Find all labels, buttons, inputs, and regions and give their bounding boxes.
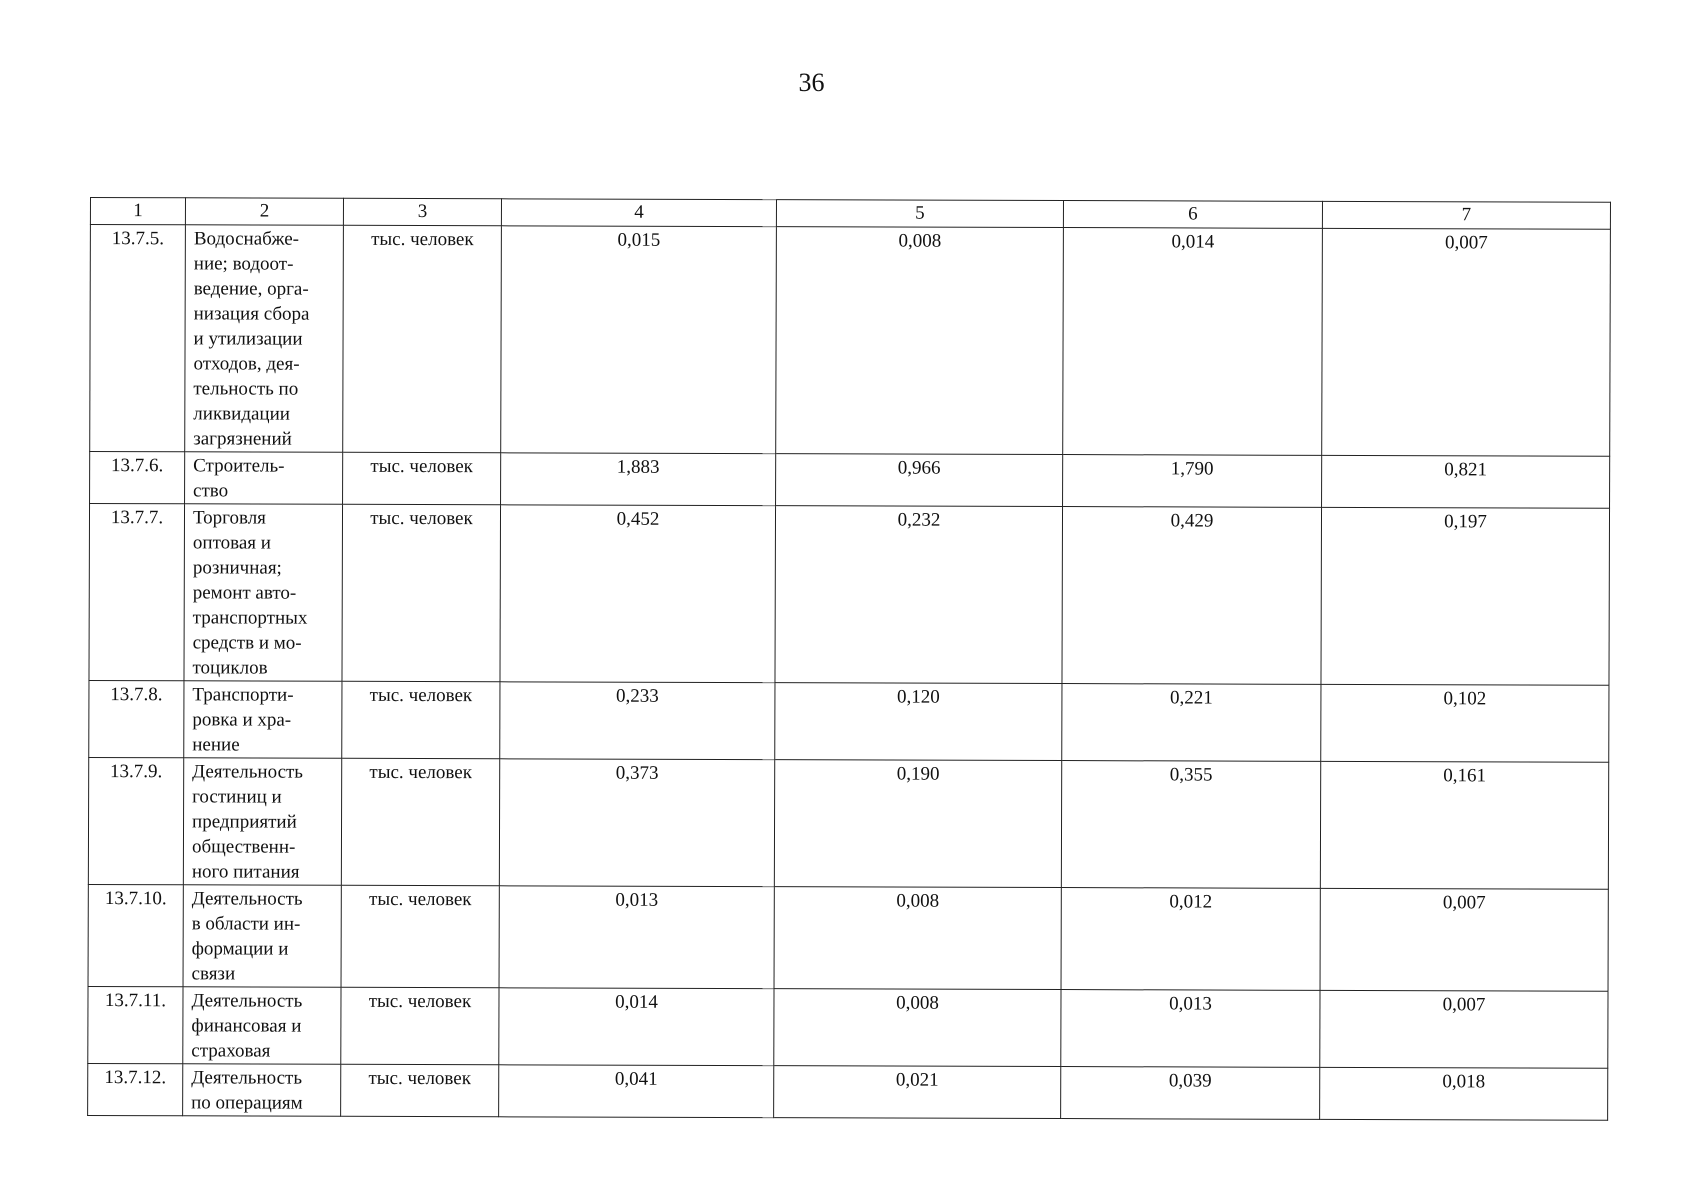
table-row — [90, 225, 1611, 457]
row-value-col-7: 0,007 — [1320, 888, 1608, 991]
row-value-col-5: 0,008 — [776, 227, 1064, 455]
row-value-col-7: 0,821 — [1322, 455, 1610, 508]
table-row — [88, 986, 1608, 1068]
row-value-col-6: 0,013 — [1061, 990, 1320, 1068]
row-value-col-5: 0,120 — [775, 683, 1062, 761]
row-unit: тыс. человек — [341, 758, 499, 885]
row-value-col-7: 0,018 — [1320, 1067, 1608, 1120]
row-name-line: предприятий — [192, 811, 297, 833]
row-name-line: Водоснабже- — [193, 228, 300, 250]
row-name-line: страховая — [191, 1040, 271, 1062]
row-code: 13.7.12. — [88, 1063, 183, 1115]
row-name-line: Деятельность — [191, 990, 303, 1012]
row-name-line: транспортных — [192, 607, 308, 629]
row-value-col-4: 0,233 — [500, 682, 775, 760]
row-name-line: в области ин- — [191, 913, 301, 935]
row-value-col-5: 0,966 — [776, 454, 1063, 507]
row-value-col-4: 0,015 — [501, 226, 777, 454]
row-name-line: финансовая и — [191, 1015, 302, 1037]
row-name-line: отходов, дея- — [193, 353, 300, 375]
row-name-line: по операциям — [191, 1092, 303, 1114]
row-value-col-6: 0,039 — [1061, 1067, 1320, 1120]
row-value-col-6: 0,429 — [1062, 507, 1322, 685]
column-number: 4 — [501, 199, 776, 227]
column-number: 5 — [776, 200, 1063, 228]
table-row — [89, 680, 1609, 762]
table-row — [88, 1063, 1608, 1120]
table-row — [88, 757, 1608, 889]
row-value-col-4: 0,013 — [499, 886, 774, 989]
row-name — [185, 225, 344, 452]
row-name-line: Строитель- — [193, 455, 285, 477]
table-row — [90, 452, 1610, 509]
row-value-col-6: 0,355 — [1061, 761, 1320, 889]
row-code: 13.7.11. — [88, 986, 183, 1063]
column-number: 3 — [343, 198, 501, 225]
row-code: 13.7.6. — [90, 452, 185, 504]
row-value-col-6: 0,012 — [1061, 888, 1320, 991]
row-name-line: ведение, орга- — [193, 278, 309, 300]
statistics-table-container — [87, 197, 1610, 1121]
row-code: 13.7.8. — [89, 680, 184, 757]
row-name-line: Деятельность — [191, 888, 303, 910]
row-unit: тыс. человек — [341, 1064, 499, 1116]
row-value-col-4: 0,014 — [499, 988, 774, 1066]
row-name-line: средств и мо- — [192, 632, 302, 654]
row-unit: тыс. человек — [343, 225, 502, 452]
row-value-col-6: 1,790 — [1063, 455, 1322, 508]
row-value-col-4: 0,452 — [500, 505, 776, 683]
row-name-line: ликвидации — [193, 403, 290, 425]
row-unit: тыс. человек — [342, 504, 501, 681]
row-unit: тыс. человек — [341, 987, 499, 1064]
row-unit: тыс. человек — [341, 885, 499, 987]
row-code: 13.7.10. — [88, 884, 183, 986]
row-code: 13.7.9. — [88, 757, 183, 884]
row-unit: тыс. человек — [342, 681, 500, 758]
row-name-line: связи — [191, 963, 236, 985]
row-value-col-7: 0,102 — [1321, 684, 1609, 762]
row-name-line: Деятельность — [192, 761, 304, 783]
row-name-line: гостиниц и — [192, 786, 282, 808]
row-value-col-7: 0,161 — [1320, 761, 1608, 889]
page-number — [0, 68, 1697, 98]
table-body — [88, 225, 1611, 1121]
row-name-line: и утилизации — [193, 328, 303, 350]
row-name-line: ного питания — [191, 861, 300, 883]
row-value-col-4: 0,373 — [499, 759, 774, 887]
row-value-col-5: 0,190 — [774, 760, 1061, 888]
row-code: 13.7.5. — [90, 225, 186, 452]
row-name-line: тоциклов — [192, 657, 268, 679]
row-name-line: Торговля — [192, 507, 266, 529]
row-value-col-4: 1,883 — [501, 453, 776, 506]
table-row — [88, 884, 1608, 991]
column-number: 6 — [1063, 201, 1322, 229]
row-name — [183, 1064, 341, 1116]
row-name-line: ремонт авто- — [192, 582, 297, 604]
row-value-col-6: 0,014 — [1063, 228, 1323, 456]
row-value-col-6: 0,221 — [1062, 684, 1321, 762]
row-name-line: Деятельность — [191, 1067, 303, 1089]
row-name-line: ство — [193, 480, 229, 502]
row-name — [183, 987, 341, 1064]
row-name — [183, 885, 341, 987]
statistics-table — [87, 197, 1611, 1121]
row-name-line: розничная; — [192, 557, 282, 579]
row-unit: тыс. человек — [343, 452, 501, 504]
row-value-col-5: 0,008 — [774, 887, 1061, 990]
row-name — [183, 758, 341, 885]
row-value-col-7: 0,007 — [1322, 228, 1611, 456]
row-name — [184, 504, 343, 681]
row-value-col-4: 0,041 — [499, 1065, 774, 1118]
row-code: 13.7.7. — [89, 504, 185, 681]
row-name-line: формации и — [191, 938, 289, 960]
row-name-line: ние; водоот- — [193, 253, 294, 275]
row-name-line: низация сбора — [193, 303, 310, 325]
row-value-col-5: 0,008 — [774, 989, 1061, 1067]
row-value-col-5: 0,021 — [774, 1066, 1061, 1119]
row-name-line: загрязнений — [193, 428, 292, 450]
column-number: 1 — [90, 198, 185, 225]
row-name — [184, 681, 342, 758]
row-name-line: общественн- — [191, 836, 296, 858]
row-name — [185, 452, 343, 504]
row-value-col-7: 0,007 — [1320, 990, 1608, 1068]
page-number-text: 36 — [798, 68, 825, 97]
row-name-line: нение — [192, 734, 240, 756]
row-value-col-7: 0,197 — [1321, 507, 1610, 685]
column-number: 2 — [185, 198, 343, 225]
table-row — [89, 504, 1610, 686]
row-name-line: ровка и хра- — [192, 709, 292, 731]
row-value-col-5: 0,232 — [775, 506, 1063, 684]
row-name-line: Транспорти- — [192, 684, 294, 706]
row-name-line: оптовая и — [192, 532, 271, 554]
column-number: 7 — [1322, 201, 1610, 229]
row-name-line: тельность по — [193, 378, 299, 400]
